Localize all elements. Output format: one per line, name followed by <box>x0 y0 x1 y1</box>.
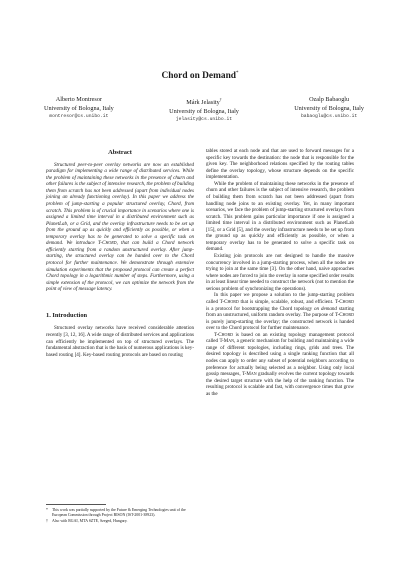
protocol-name: T-Man <box>219 338 235 345</box>
footnote-rule <box>46 504 106 505</box>
protocol-name: T-Chord <box>334 312 354 319</box>
author-3 <box>294 96 364 125</box>
section-heading: 1. Introduction <box>46 311 88 319</box>
text-run: that is simple, scalable, robust, and efficient. <box>238 298 335 305</box>
body-paragraph <box>206 253 354 292</box>
body-paragraph <box>206 332 354 398</box>
body-paragraph <box>206 148 354 181</box>
title-footnote-mark: * <box>236 71 239 76</box>
author-affiliation: University of Bologna, Italy <box>44 104 114 112</box>
text-run: , a generic mechanism for building and maintaining a wide range of different topologies, including rings, grids and trees. The desired topology is described using a single ranking function that all nodes can apply to order any subset of potential neighbors according to preference for actually being selected as a neighbor. Using only local gossip messages, <box>206 338 354 378</box>
title-text: Chord on Demand <box>161 71 236 82</box>
abstract-heading: Abstract <box>108 149 132 156</box>
footnote-text: Also with RGAI, MTA SZTE, Szeged, Hungary. <box>52 519 128 523</box>
footnote <box>46 508 194 518</box>
protocol-name: T-Chord <box>334 298 354 305</box>
text-run: In this paper we propose a solution to the jump-starting problem called <box>206 292 354 305</box>
left-column <box>46 150 194 358</box>
footnote-mark: * <box>46 508 48 512</box>
author-block <box>44 96 364 125</box>
body-paragraph <box>206 292 354 331</box>
author-email: jelasity@cs.unibo.it <box>175 117 233 123</box>
text-run: is purely jump-starting the overlay; the constructed network is handed over to the Chord protocol for further maintenance. <box>206 318 354 332</box>
author-name: Ozalp Babaoglu <box>309 96 350 103</box>
right-column <box>206 148 354 397</box>
author-affiliation: University of Bologna, Italy <box>169 107 239 115</box>
text-run: is based on an existing topology management protocol called <box>206 331 354 345</box>
author-email: babaoglu@cs.unibo.it <box>300 114 358 120</box>
footnote-mark: † <box>46 519 48 523</box>
paper-title <box>0 71 400 81</box>
text-run: starting from an unstructured, uniform random overlay. The purpose of <box>206 305 354 319</box>
text-run: is a protocol for bootstrapping the Chord topology <box>206 305 315 312</box>
abstract-part: , that can build a Chord network efficiently starting from a random unstructured overlay. After jump-starting, the structured overlay can be handed over to the Chord protocol for further maintenance. We demonstrate through extensive simulation experiments that the proposed protocol can create a perfect Chord topology in a logarithmic number of steps. Furthermore, using a simple extension of the protocol, we can optimize the network from the point of view of message latency. <box>46 240 194 293</box>
protocol-name: T-Chord <box>97 240 117 247</box>
body-paragraph <box>206 181 354 253</box>
author-1 <box>44 96 114 125</box>
footnote <box>46 519 194 524</box>
footnote-text: This work was partially supported by the Future & Emerging Technologies unit of the European Commission through Project BISON (IST-2001-38923). <box>52 508 186 517</box>
emphasis: on demand <box>314 305 337 312</box>
protocol-name: T-Chord <box>219 298 239 305</box>
author-name: Alberto Montresor <box>55 96 102 103</box>
footnotes <box>46 504 194 525</box>
abstract-part: Structured peer-to-peer overlay networks are now an established paradigm for implementing a wide range of distributed services. While the problem of maintaining these networks in the presence of churn and other failures is the subject of intensive research, the problem of building them from scratch has not been addressed (apart from individual nodes joining an already functioning overlay). In this paper we address the problem of jump-starting a popular structured overlay, Chord, from scratch. This problem is of crucial importance in scenarios where one is assigned a limited time interval in a distributed environment such as PlanetLab, or a Grid, and the overlay infrastructure needs to be set up from the ground up as quickly and efficiently as possible, or when a temporary overlay has to be generated to solve a specific task on demand. We introduce <box>46 161 194 247</box>
protocol-name: T-Man <box>242 371 257 378</box>
protocol-name: T-Chord <box>214 331 234 338</box>
text-run: gradually evolves the current topology towards the desired target structure with the help of the ranking function. The resulting protocol is scalable and fast, with convergence times that grow as the <box>206 371 354 397</box>
author-email: montresor@cs.unibo.it <box>49 114 109 120</box>
author-2 <box>169 96 239 125</box>
text-run: tables stored at each node and that are used to forward messages for a specific key towards the destination: the node that is responsible for the given key. The neighborhood relations specified by the routing tables define the overlay topology, whose structure depends on the specific implementation. <box>206 148 354 181</box>
text-run: Existing join protocols are not designed to handle the massive concurrency involved in a jump-starting process, when all the nodes are trying to join at the same time [3]. On the other hand, naive approaches where nodes are forced to join the overlay in some specified order results in at least linear time needed to construct the network (not to mention the serious problem of synchronizing the operations). <box>206 253 354 292</box>
abstract-text <box>46 162 194 293</box>
abstract <box>46 162 194 293</box>
author-footnote-mark: † <box>219 97 222 102</box>
text-run: While the problem of maintaining these networks in the presence of churn and other failures is the subject of intensive research, the problem of building them from scratch has not been addressed (apart from handling node joins to an existing overlay. Yet, in many important scenarios, we face the problem of jump-starting structured overlays from scratch. This problem gains particular importance if one is assigned a limited time interval in a distributed environment such as PlanetLab [15], or a Grid [5], and the overlay infrastructure needs to be set up from the ground up as quickly and efficiently as possible, or when a temporary overlay has to be generated to solve a specific task on demand. <box>206 180 354 253</box>
intro-paragraph: Structured overlay networks have received considerable attention recently [3, 12, 16]. A wide range of distributed services and applications can efficiently be implemented on top of structured overlays. The fundamental abstraction that is the basis of numerous applications is key-based routing [4]. Key-based routing protocols are based on routing <box>46 325 195 358</box>
author-name: Márk Jelasity <box>186 99 220 107</box>
author-affiliation: University of Bologna, Italy <box>294 104 364 112</box>
